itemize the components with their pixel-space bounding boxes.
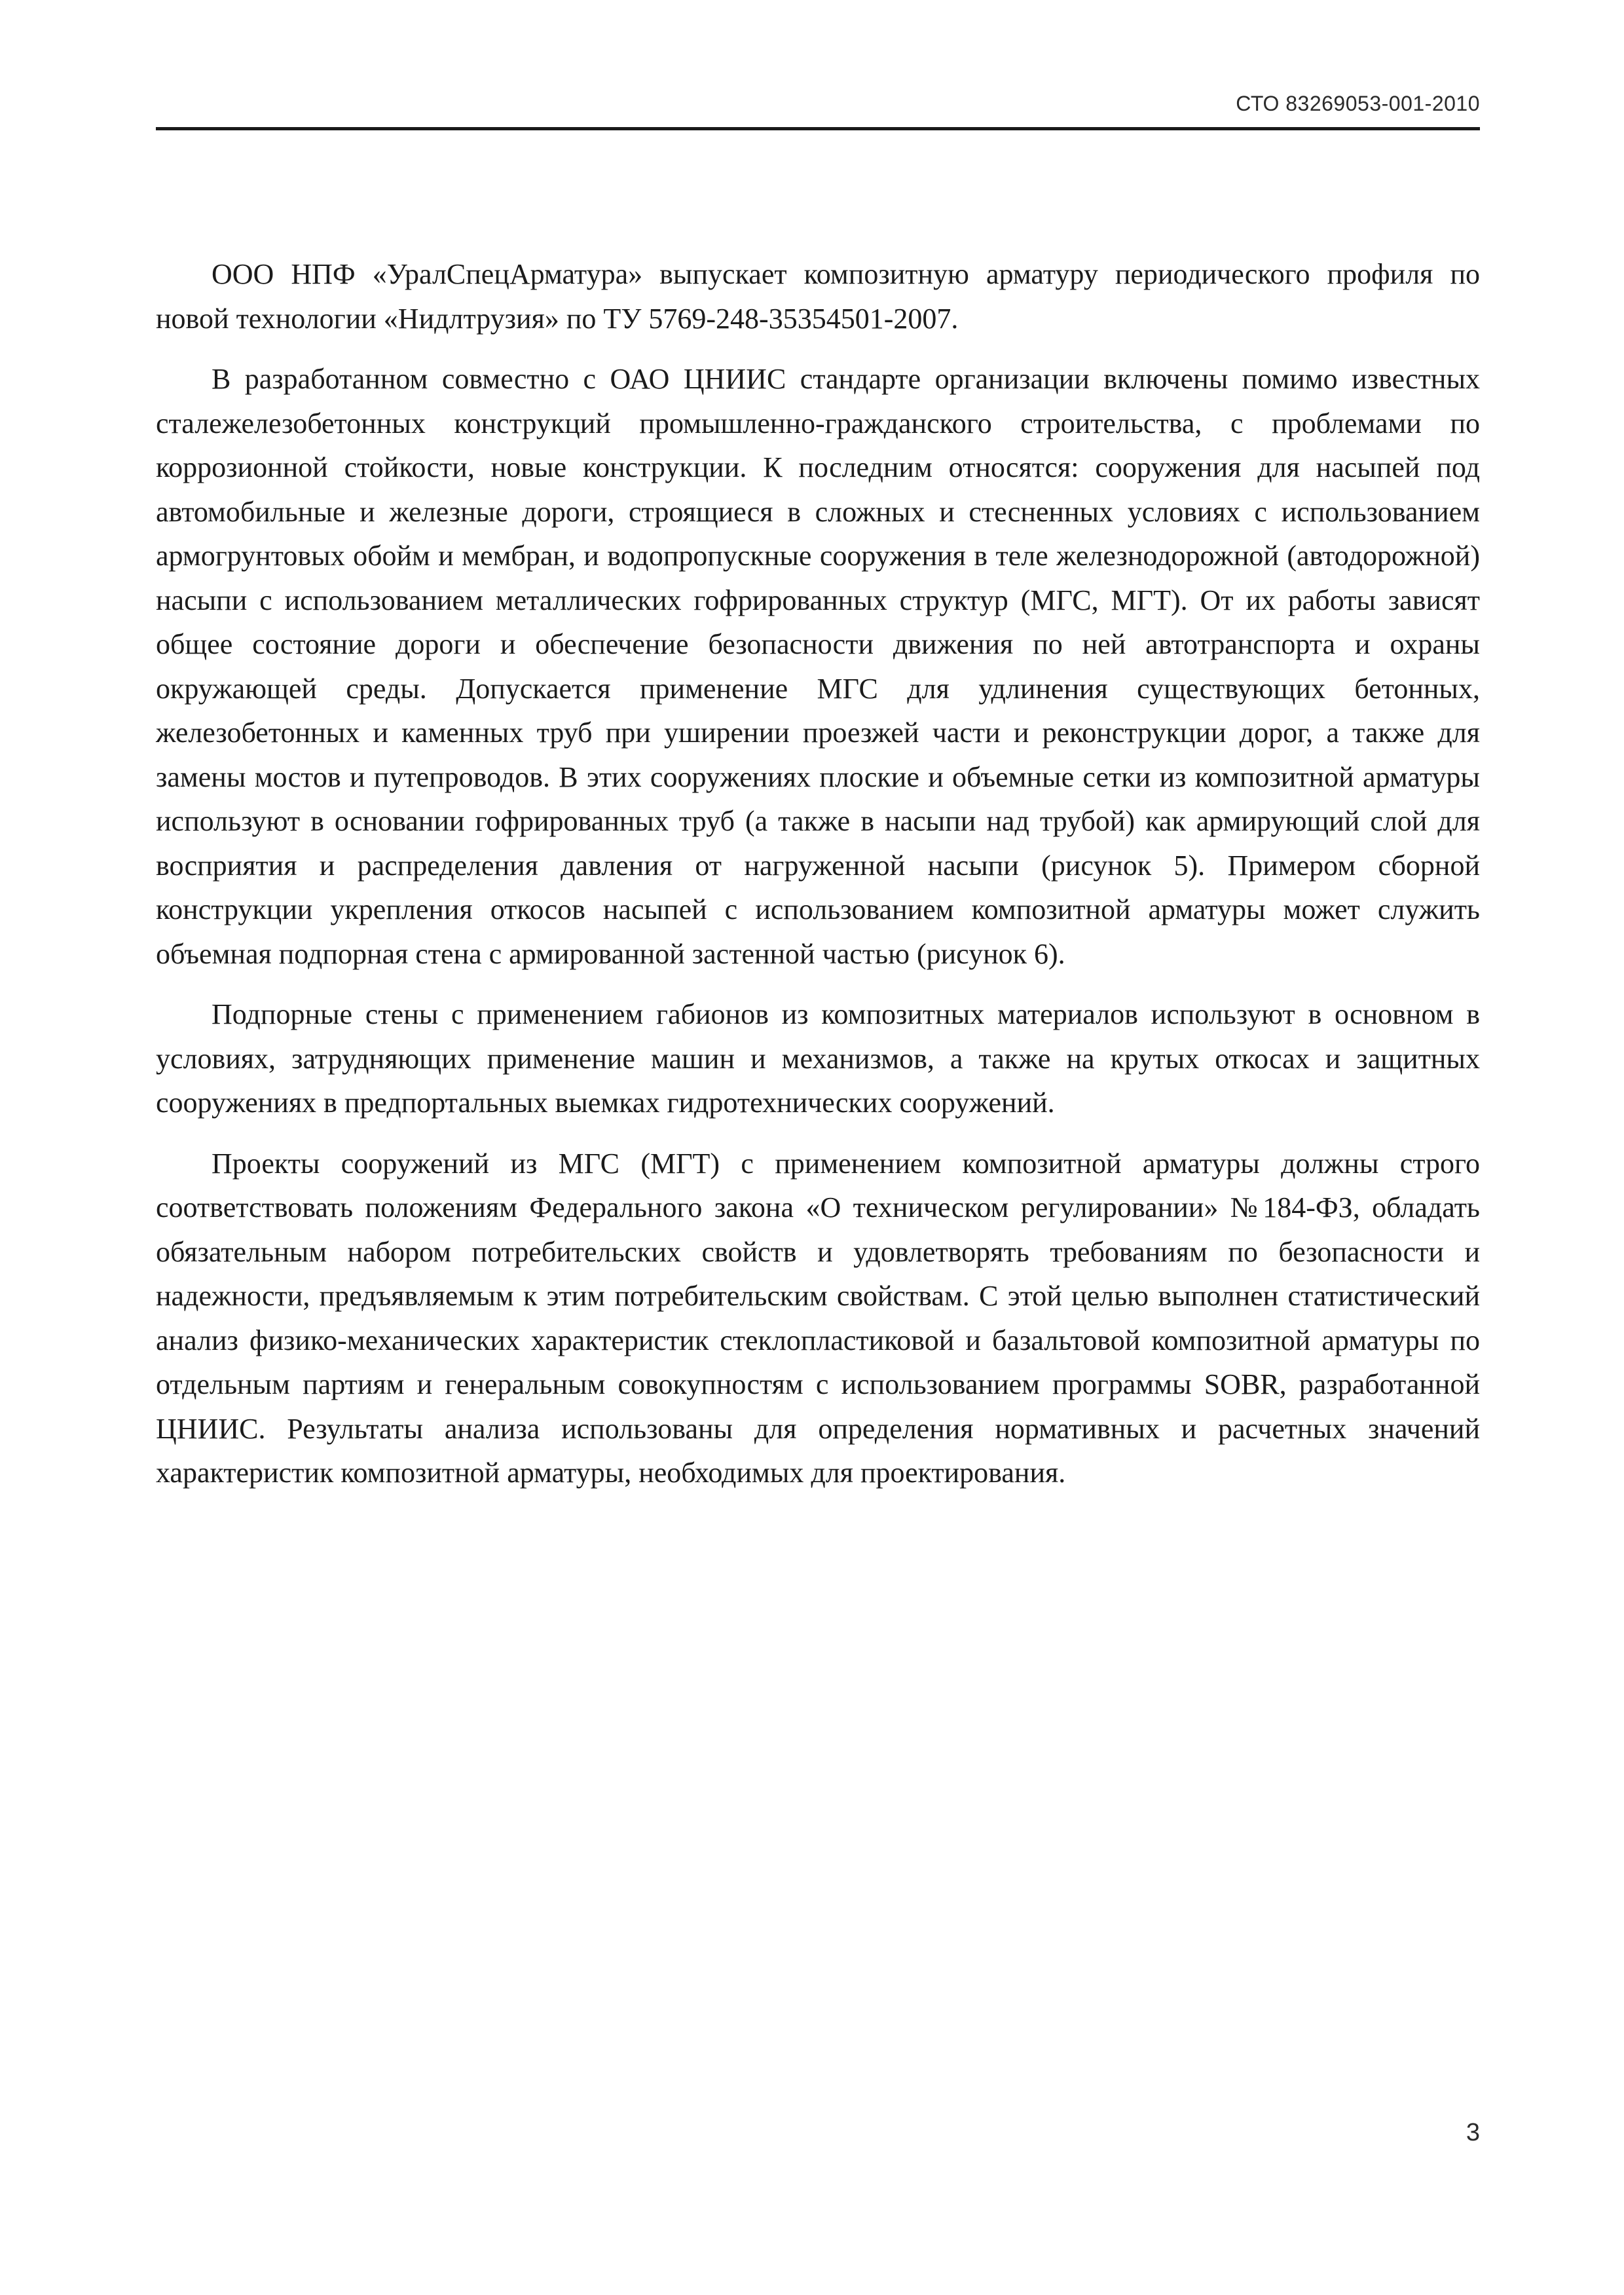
header-rule bbox=[156, 127, 1480, 130]
page-number: 3 bbox=[1466, 2119, 1480, 2146]
page-header bbox=[156, 84, 1480, 130]
paragraph-design-requirements: Проекты сооружений из МГС (МГТ) с применением композитной арматуры должны строго соответствовать положениям Федерального закона «О техническом регулировании» №184-ФЗ, обладать обязательным набором потребительских свойств и удовлетворять требованиям по безопасности и надежности, предъявляемым к этим потребительским свойствам. С этой целью выполнен статистический анализ физико-механических характеристик стеклопластиковой и базальтовой композитной арматуры по отдельным партиям и генеральным совокупностям с использованием программы SOBR, разработанной ЦНИИС. Результаты анализа использованы для определения нормативных и расчетных значений характеристик композитной арматуры, необходимых для проектирования. bbox=[156, 1147, 1480, 1489]
document-code: СТО 83269053-001-2010 bbox=[1236, 92, 1480, 115]
body-text bbox=[156, 252, 1480, 1512]
paragraph-product-intro: ООО НПФ «УралСпецАрматура» выпускает композитную арматуру периодического профиля по новой технологии «Нидлтрузия» по ТУ 5769-248-35354501-2007. bbox=[156, 258, 1480, 335]
paragraph-retaining-walls: Подпорные стены с применением габионов из композитных материалов используют в основном в условиях, затрудняющих применение машин и механизмов, а также на крутых откосах и защитных сооружениях в предпортальных выемках гидротехнических сооружений. bbox=[156, 998, 1480, 1119]
paragraph-structures: В разработанном совместно с ОАО ЦНИИС стандарте организации включены помимо известных сталежелезобетонных конструкций промышленно-гражданского строительства, с проблемами по коррозионной стойкости, новые конструкции. К последним относятся: сооружения для насыпей под автомобильные и железные дороги, строящиеся в сложных и стесненных условиях с использованием армогрунтовых обойм и мембран, и водопропускные сооружения в теле железнодорожной (автодорожной) насыпи с использованием металлических гофрированных структур (МГС, МГТ). От их работы зависят общее состояние дороги и обеспечение безопасности движения по ней автотранспорта и охраны окружающей среды. Допускается применение МГС для удлинения существующих бетонных, железобетонных и каменных труб при уширении проезжей части и реконструкции дорог, а также для замены мостов и путепроводов. В этих сооружениях плоские и объемные сетки из композитной арматуры используют в основании гофрированных труб (а также в насыпи над трубой) как армирующий слой для восприятия и распределения давления от нагруженной насыпи (рисунок 5). Примером сборной конструкции укрепления откосов насыпей с использованием композитной арматуры может служить объемная подпорная стена с армированной застенной частью (рисунок 6). bbox=[156, 363, 1480, 970]
